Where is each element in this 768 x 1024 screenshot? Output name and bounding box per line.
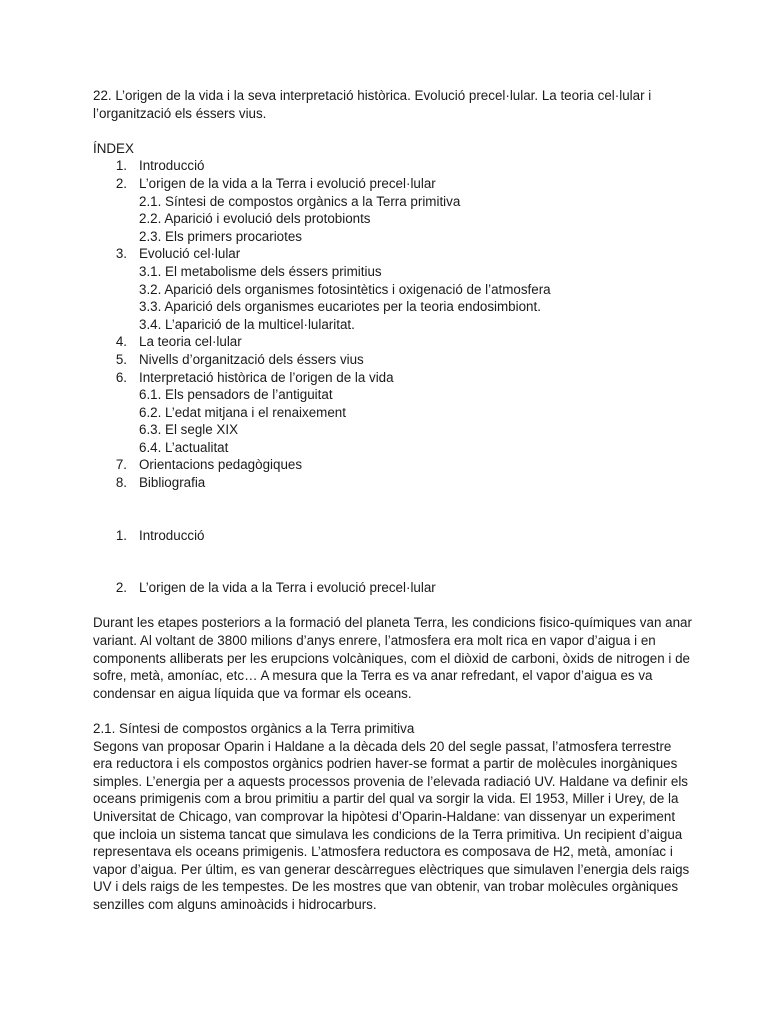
toc-item <box>93 245 693 263</box>
toc-subitem-label: 2.3. Els primers procariotes <box>139 228 302 244</box>
section-number: 1. <box>115 527 127 543</box>
document-title: 22. L’origen de la vida i la seva interpretació històrica. Evolució precel·lular. La teoria cel·lular i l’organització els éssers vius. <box>93 88 652 121</box>
table-of-contents <box>93 157 693 491</box>
toc-item <box>93 175 693 193</box>
toc-item <box>93 369 693 387</box>
section-number: 2. <box>115 580 127 596</box>
toc-item-number: 7. <box>115 457 127 473</box>
paragraph: Durant les etapes posteriors a la formació del planeta Terra, les condicions fisico-químiques van anar variant. Al voltant de 3800 milions d’anys enrere, l’atmosfera era molt rica en vapor d’aigua i en components alliberats per les erupcions volcàniques, com el diòxid de carboni, òxids de nitrogen i de sofre, metà, amoníac, etc… A mesura que la Terra es va anar refredant, el vapor d’aigua es va condensar en aigua líquida que va formar els oceans. <box>93 615 692 701</box>
toc-subitem <box>93 263 693 281</box>
toc-item-number: 4. <box>115 334 127 350</box>
toc-subitem <box>93 439 693 457</box>
toc-item-label: Orientacions pedagògiques <box>139 457 303 473</box>
toc-item-label: Nivells d’organització dels éssers vius <box>139 351 364 367</box>
toc-subitem-label: 6.4. L’actualitat <box>139 439 229 455</box>
toc-subitem <box>93 193 693 211</box>
toc-subitem <box>93 404 693 422</box>
toc-item-number: 8. <box>115 475 127 491</box>
toc-subitem <box>93 316 693 334</box>
section-title: Introducció <box>139 527 205 543</box>
toc-subitem-label: 3.1. El metabolisme dels éssers primitius <box>139 263 382 279</box>
toc-subitem-label: 2.2. Aparició i evolució dels protobionts <box>139 211 371 227</box>
toc-item-label: Introducció <box>139 158 205 174</box>
toc-item-number: 6. <box>115 369 127 385</box>
toc-item <box>93 333 693 351</box>
subsection-heading: 2.1. Síntesi de compostos orgànics a la Terra primitiva <box>93 721 415 736</box>
toc-subitem <box>93 298 693 316</box>
toc-subitem <box>93 281 693 299</box>
toc-item-number: 5. <box>115 351 127 367</box>
document-page <box>93 87 693 914</box>
toc-subitem-label: 3.4. L’aparició de la multicel·lularitat. <box>139 316 355 332</box>
toc-item-label: Bibliografia <box>139 475 206 491</box>
section-heading-2 <box>93 579 693 597</box>
toc-item-label: La teoria cel·lular <box>139 334 242 350</box>
toc-item-number: 1. <box>115 158 127 174</box>
section-title: L’origen de la vida a la Terra i evolució precel·lular <box>139 580 436 596</box>
toc-subitem-label: 6.2. L’edat mitjana i el renaixement <box>139 404 346 420</box>
index-heading: ÍNDEX <box>93 140 134 156</box>
toc-item-label: Interpretació històrica de l’origen de la vida <box>139 369 394 385</box>
toc-item <box>93 474 693 492</box>
toc-item-label: Evolució cel·lular <box>139 246 241 262</box>
toc-item <box>93 157 693 175</box>
toc-item-label: L’origen de la vida a la Terra i evolució precel·lular <box>139 175 436 191</box>
toc-item-number: 2. <box>115 175 127 191</box>
toc-subitem <box>93 210 693 228</box>
section-heading-1 <box>93 527 693 545</box>
paragraph: Segons van proposar Oparin i Haldane a la dècada dels 20 del segle passat, l’atmosfera terrestre era reductora i els compostos orgànics podrien haver-se format a partir de molècules inorgàniques simples. L’energia per a aquests processos provenia de l’elevada radiació UV. Haldane va definir els oceans primigenis com a brou primitiu a partir del qual va sorgir la vida. El 1953, Miller i Urey, de la Universitat de Chicago, van comprovar la hipòtesi d’Oparin-Haldane: van dissenyar un experiment que incloia un sistema tancat que simulava les condicions de la Terra primitiva. Un recipient d’aigua representava els oceans primigenis. L’atmosfera reductora es composava de H2, metà, amoníac i vapor d’aigua. Per últim, es van generar descàrregues elèctriques que simulaven l’energia dels raigs UV i dels raigs de les tempestes. De les mostres que van obtenir, van trobar molècules orgàniques senzilles com alguns aminoàcids i hidrocarburs. <box>93 738 690 912</box>
toc-subitem <box>93 421 693 439</box>
toc-subitem-label: 3.3. Aparició dels organismes eucariotes per la teoria endosimbiont. <box>139 299 541 315</box>
toc-subitem <box>93 228 693 246</box>
toc-item-number: 3. <box>115 246 127 262</box>
toc-subitem-label: 2.1. Síntesi de compostos orgànics a la Terra primitiva <box>139 193 461 209</box>
toc-item <box>93 456 693 474</box>
toc-subitem <box>93 386 693 404</box>
toc-item <box>93 351 693 369</box>
toc-subitem-label: 6.3. El segle XIX <box>139 422 238 438</box>
toc-subitem-label: 6.1. Els pensadors de l’antiguitat <box>139 387 333 403</box>
toc-subitem-label: 3.2. Aparició dels organismes fotosintètics i oxigenació de l’atmosfera <box>139 281 551 297</box>
